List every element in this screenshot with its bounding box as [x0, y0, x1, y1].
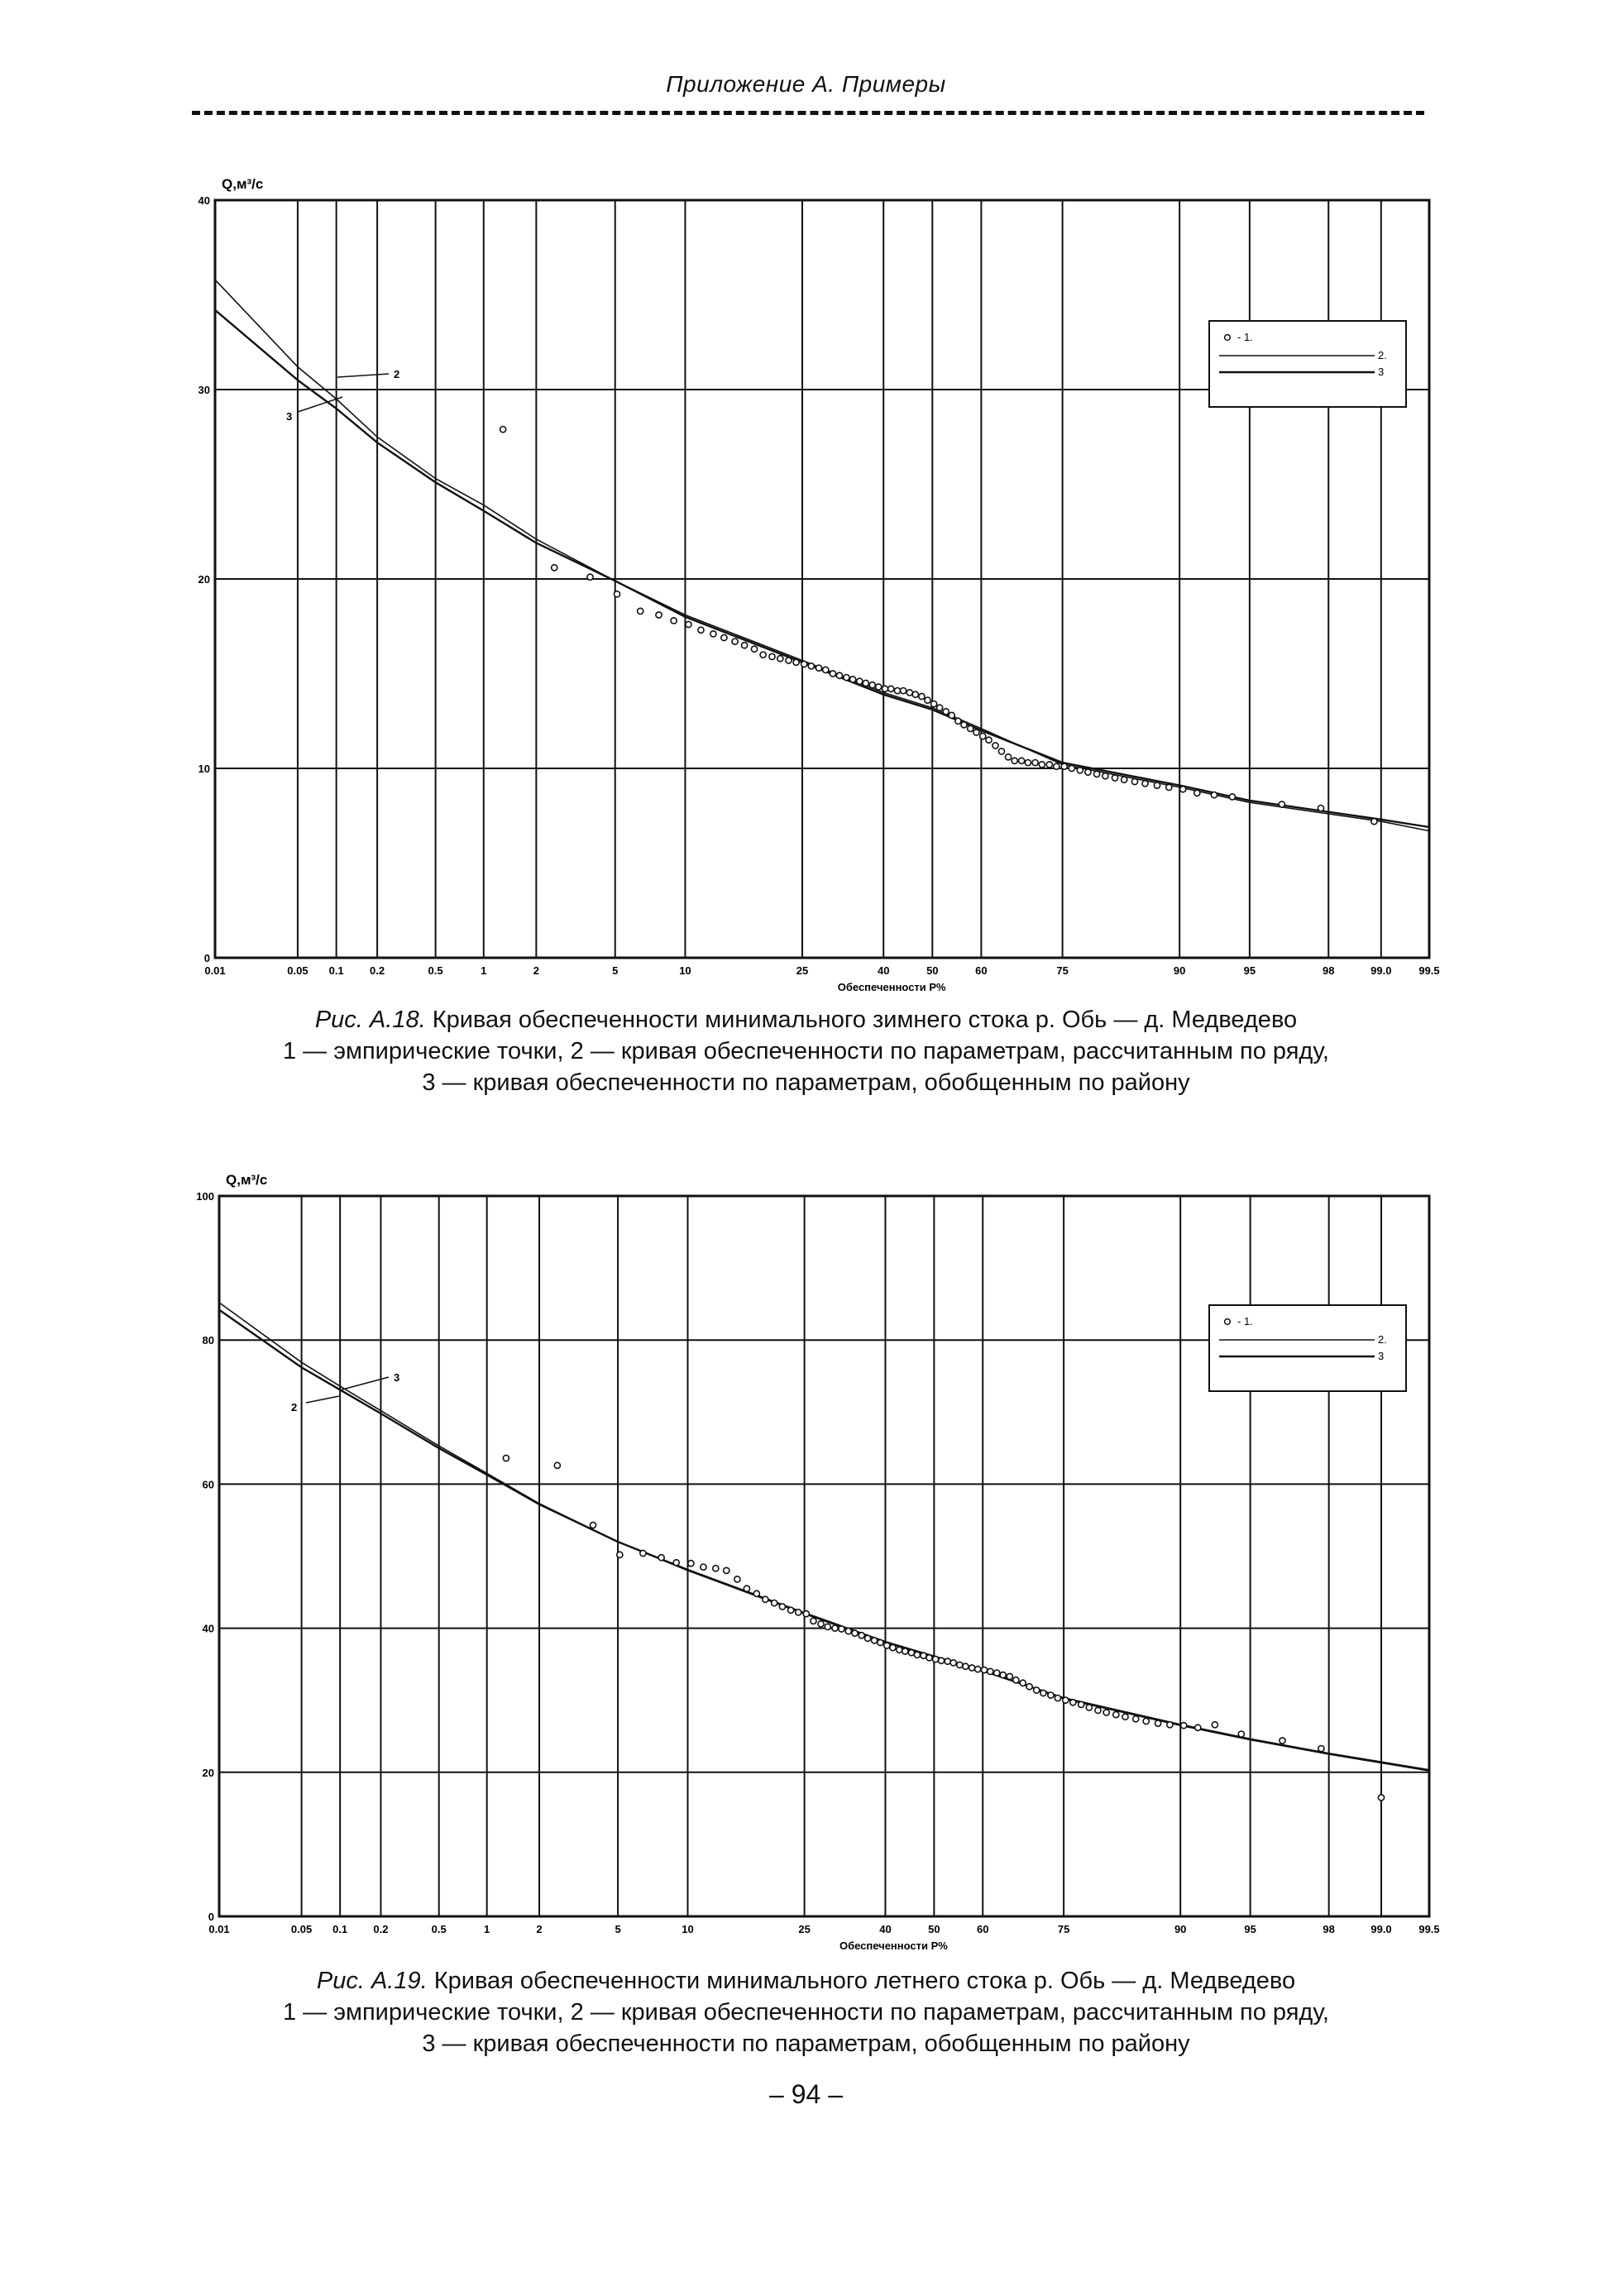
empirical-point [939, 1657, 945, 1663]
empirical-point [884, 1643, 890, 1648]
empirical-point [1025, 760, 1031, 766]
empirical-point [1095, 1707, 1101, 1713]
caption-figure-a19 [0, 1965, 1612, 2059]
empirical-point [1318, 1746, 1324, 1752]
empirical-point [1180, 787, 1186, 792]
empirical-point [1020, 1680, 1026, 1686]
empirical-point [949, 712, 954, 718]
empirical-point [955, 718, 961, 724]
empirical-point [968, 725, 973, 731]
empirical-point [925, 697, 930, 703]
empirical-point [1070, 1700, 1076, 1705]
x-tick-label: 0.01 [204, 964, 226, 977]
y-axis-label: Q,м³/с [226, 1172, 268, 1188]
legend-entry-2: 2. [1378, 349, 1387, 361]
empirical-point [1032, 760, 1038, 766]
caption-figure-a18 [0, 1004, 1612, 1098]
empirical-point [921, 1653, 926, 1658]
x-tick-label: 0.5 [428, 964, 443, 977]
legend-entry-1: - 1. [1237, 331, 1253, 343]
header-dashed-rule [192, 111, 1424, 115]
empirical-point [744, 1586, 749, 1591]
empirical-point [1103, 773, 1108, 779]
empirical-point [742, 643, 748, 648]
x-tick-label: 5 [612, 964, 619, 977]
empirical-point [724, 1567, 729, 1573]
x-tick-label: 5 [615, 1923, 621, 1935]
curve-callout-line [306, 1396, 339, 1403]
empirical-point [957, 1662, 963, 1667]
caption-a19-title: Кривая обеспеченности минимального летнего стока р. Обь — д. Медведево [433, 1968, 1296, 1994]
empirical-point [882, 686, 887, 691]
legend-marker-1 [1225, 335, 1231, 341]
empirical-point [793, 659, 799, 665]
x-tick-label: 90 [1174, 1923, 1187, 1935]
running-header: Приложение А. Примеры [666, 71, 946, 97]
empirical-point [1040, 1690, 1046, 1696]
empirical-point [1103, 1710, 1109, 1715]
empirical-point [931, 701, 937, 707]
empirical-point [933, 1657, 939, 1662]
empirical-point [988, 1668, 993, 1674]
empirical-point [1069, 765, 1074, 771]
empirical-point [865, 1635, 871, 1641]
empirical-point [994, 1670, 1000, 1676]
empirical-point [844, 675, 849, 681]
empirical-point [914, 1652, 920, 1657]
empirical-point [945, 1658, 950, 1664]
x-tick-label: 99.5 [1418, 964, 1440, 977]
empirical-point [1034, 1687, 1040, 1693]
empirical-point [1019, 758, 1025, 763]
x-tick-label: 0.05 [290, 1923, 313, 1935]
x-tick-label: 99.5 [1418, 1923, 1440, 1935]
caption-a19-line3: 3 — кривая обеспеченности по параметрам, обобщенным по району [422, 2031, 1190, 2057]
x-tick-label: 40 [879, 1923, 892, 1935]
empirical-point [937, 705, 943, 710]
y-tick-label: 100 [196, 1190, 214, 1203]
y-tick-label: 40 [202, 1622, 214, 1635]
empirical-point [1061, 763, 1067, 769]
x-tick-label: 60 [975, 964, 988, 977]
empirical-point [845, 1629, 851, 1634]
empirical-point [1131, 778, 1137, 784]
chart-winter-flow-svg [0, 157, 1612, 993]
empirical-point [1007, 1673, 1012, 1679]
empirical-point [1194, 790, 1200, 796]
empirical-point [926, 1655, 932, 1661]
empirical-point [993, 743, 998, 749]
empirical-point [1195, 1724, 1201, 1730]
empirical-point [1000, 1672, 1006, 1678]
x-axis-label: Обеспеченности Р% [837, 981, 946, 993]
empirical-point [710, 631, 716, 637]
legend-entry-3: 3 [1378, 1350, 1385, 1362]
empirical-point [658, 1555, 664, 1561]
empirical-point [919, 693, 925, 699]
empirical-point [500, 427, 506, 433]
x-tick-label: 40 [877, 964, 890, 977]
x-tick-label: 99.0 [1370, 1923, 1392, 1935]
empirical-point [698, 627, 704, 633]
empirical-point [1155, 1720, 1161, 1726]
empirical-point [1006, 754, 1012, 760]
curve-callout-line [337, 374, 389, 377]
y-tick-label: 0 [208, 1911, 214, 1923]
empirical-point [1079, 1701, 1084, 1707]
chart-summer-flow [0, 1150, 1612, 1977]
x-tick-label: 0.5 [431, 1923, 447, 1935]
empirical-point [1094, 771, 1100, 777]
empirical-point [734, 1576, 740, 1582]
empirical-point [961, 722, 967, 728]
empirical-point [1318, 806, 1323, 811]
empirical-point [811, 1618, 816, 1624]
empirical-point [1039, 762, 1045, 768]
empirical-point [1133, 1716, 1139, 1722]
empirical-point [1112, 775, 1117, 781]
curve-callout-label: 2 [291, 1401, 298, 1413]
empirical-point [878, 1639, 883, 1645]
empirical-point [1026, 1684, 1032, 1690]
chart-winter-flow [0, 157, 1612, 993]
empirical-point [1013, 1677, 1019, 1683]
empirical-point [638, 608, 643, 614]
empirical-point [981, 1667, 987, 1673]
x-tick-label: 50 [926, 964, 939, 977]
empirical-point [1046, 762, 1052, 768]
empirical-point [701, 1564, 706, 1570]
empirical-point [1012, 758, 1017, 763]
empirical-point [772, 1600, 777, 1606]
legend-entry-3: 3 [1378, 366, 1385, 378]
empirical-point [614, 591, 619, 597]
x-tick-label: 10 [679, 964, 691, 977]
page-number: – 94 – [769, 2079, 843, 2109]
empirical-point [801, 661, 807, 667]
y-tick-label: 30 [198, 384, 210, 396]
y-tick-label: 20 [198, 573, 210, 586]
y-tick-label: 60 [202, 1478, 214, 1491]
empirical-point [830, 671, 835, 677]
empirical-point [1154, 782, 1160, 788]
x-tick-label: 25 [796, 964, 809, 977]
x-tick-label: 98 [1323, 1923, 1335, 1935]
empirical-point [753, 1590, 759, 1596]
x-tick-label: 1 [481, 964, 487, 977]
empirical-point [656, 612, 662, 618]
empirical-point [973, 729, 979, 735]
empirical-point [1142, 781, 1148, 787]
curve-callout-label: 2 [394, 368, 400, 380]
empirical-point [1085, 769, 1091, 775]
empirical-point [897, 1647, 902, 1653]
empirical-point [686, 621, 691, 627]
empirical-point [857, 678, 863, 684]
x-tick-label: 10 [682, 1923, 694, 1935]
y-tick-label: 40 [198, 194, 210, 207]
empirical-point [590, 1522, 596, 1528]
empirical-point [732, 639, 738, 644]
empirical-point [950, 1660, 956, 1666]
empirical-point [943, 709, 949, 715]
caption-a19-line2: 1 — эмпирические точки, 2 — кривая обеспеченности по параметрам, рассчитанным по ряду, [283, 1999, 1329, 2026]
empirical-point [1371, 819, 1377, 825]
empirical-point [890, 1645, 896, 1651]
empirical-point [1280, 1738, 1285, 1744]
empirical-point [850, 677, 856, 682]
empirical-point [688, 1561, 694, 1567]
empirical-point [777, 656, 783, 662]
empirical-point [969, 1665, 975, 1671]
empirical-point [902, 1648, 908, 1654]
x-tick-label: 0.2 [373, 1923, 389, 1935]
empirical-point [1054, 763, 1060, 769]
empirical-point [859, 1633, 864, 1638]
empirical-point [1055, 1696, 1060, 1701]
empirical-point [673, 1560, 679, 1566]
empirical-point [713, 1566, 719, 1571]
empirical-point [998, 749, 1004, 754]
empirical-point [986, 737, 992, 743]
empirical-point [825, 1624, 830, 1629]
x-tick-label: 95 [1243, 964, 1256, 977]
caption-a18-line2: 1 — эмпирические точки, 2 — кривая обеспеченности по параметрам, рассчитанным по ряду, [283, 1038, 1329, 1064]
x-tick-label: 25 [798, 1923, 811, 1935]
empirical-point [1167, 1722, 1173, 1728]
empirical-point [751, 646, 757, 652]
empirical-point [863, 680, 868, 686]
curve-callout-label: 3 [286, 410, 293, 423]
curve-callout-label: 3 [394, 1371, 400, 1384]
empirical-point [640, 1550, 646, 1556]
x-tick-label: 0.01 [208, 1923, 230, 1935]
empirical-point [1086, 1705, 1092, 1710]
empirical-point [1211, 792, 1217, 798]
x-tick-label: 50 [928, 1923, 940, 1935]
empirical-point [1063, 1697, 1069, 1703]
empirical-point [980, 734, 986, 739]
empirical-point [963, 1663, 969, 1669]
legend-entry-2: 2. [1378, 1333, 1387, 1346]
y-tick-label: 20 [202, 1766, 214, 1779]
empirical-point [1212, 1722, 1217, 1728]
empirical-point [803, 1611, 809, 1617]
x-tick-label: 0.1 [332, 1923, 348, 1935]
empirical-point [908, 1650, 914, 1656]
empirical-point [1166, 784, 1172, 790]
empirical-point [1077, 768, 1083, 773]
empirical-point [617, 1552, 623, 1557]
empirical-point [763, 1596, 768, 1602]
empirical-point [894, 688, 900, 694]
empirical-point [796, 1610, 801, 1615]
x-tick-label: 0.05 [287, 964, 309, 977]
empirical-point [1279, 801, 1284, 807]
x-tick-label: 99.0 [1370, 964, 1392, 977]
empirical-point [1238, 1731, 1244, 1737]
x-tick-label: 2 [533, 964, 539, 977]
empirical-point [1122, 1714, 1128, 1720]
empirical-point [823, 667, 829, 672]
legend-entry-1: - 1. [1237, 1315, 1253, 1327]
empirical-point [1229, 794, 1235, 800]
caption-a18-line1 [0, 1004, 1612, 1036]
empirical-point [816, 665, 821, 671]
x-tick-label: 1 [484, 1923, 490, 1935]
empirical-point [552, 565, 557, 571]
empirical-point [1122, 777, 1127, 782]
x-tick-label: 95 [1244, 1923, 1256, 1935]
empirical-point [912, 691, 918, 697]
empirical-point [786, 658, 792, 663]
plot-frame [219, 1196, 1429, 1916]
empirical-point [1048, 1692, 1054, 1698]
empirical-point [906, 690, 912, 696]
legend-marker-1 [1225, 1319, 1231, 1325]
empirical-point [1378, 1795, 1384, 1801]
empirical-point [836, 672, 842, 678]
empirical-point [975, 1667, 981, 1672]
empirical-point [852, 1630, 858, 1636]
x-tick-label: 90 [1173, 964, 1186, 977]
x-tick-label: 60 [976, 1923, 989, 1935]
y-axis-label: Q,м³/с [222, 176, 264, 192]
empirical-point [554, 1462, 560, 1468]
empirical-point [808, 663, 814, 669]
empirical-point [1181, 1723, 1187, 1729]
empirical-point [769, 653, 775, 659]
empirical-point [779, 1604, 785, 1610]
empirical-point [671, 618, 677, 624]
caption-a18-label: Рис. А.18. [314, 1007, 426, 1033]
caption-a18-line3: 3 — кривая обеспеченности по параметрам, обобщенным по району [422, 1069, 1190, 1096]
y-tick-label: 0 [203, 952, 210, 964]
empirical-point [876, 684, 882, 690]
x-tick-label: 2 [536, 1923, 543, 1935]
caption-a19-line1 [0, 1965, 1612, 1997]
empirical-point [839, 1626, 844, 1632]
x-tick-label: 0.2 [370, 964, 385, 977]
x-tick-label: 75 [1057, 1923, 1070, 1935]
x-tick-label: 98 [1323, 964, 1335, 977]
empirical-point [503, 1455, 509, 1461]
empirical-point [760, 652, 766, 658]
empirical-point [1113, 1712, 1119, 1718]
chart-summer-flow-svg [0, 1150, 1612, 1977]
empirical-point [721, 634, 727, 640]
empirical-point [872, 1638, 878, 1643]
empirical-point [818, 1621, 824, 1627]
empirical-point [832, 1625, 838, 1631]
empirical-point [901, 688, 906, 694]
x-axis-label: Обеспеченности Р% [839, 1940, 948, 1952]
empirical-point [587, 574, 593, 580]
empirical-point [869, 682, 875, 688]
empirical-point [888, 686, 894, 691]
x-tick-label: 0.1 [328, 964, 344, 977]
x-tick-label: 75 [1056, 964, 1069, 977]
caption-a18-title: Кривая обеспеченности минимального зимнего стока р. Обь — д. Медведево [432, 1007, 1298, 1033]
y-tick-label: 80 [202, 1334, 214, 1347]
y-tick-label: 10 [198, 763, 210, 775]
empirical-point [788, 1607, 794, 1613]
empirical-point [1143, 1718, 1149, 1724]
caption-a19-label: Рис. А.19. [316, 1968, 428, 1994]
